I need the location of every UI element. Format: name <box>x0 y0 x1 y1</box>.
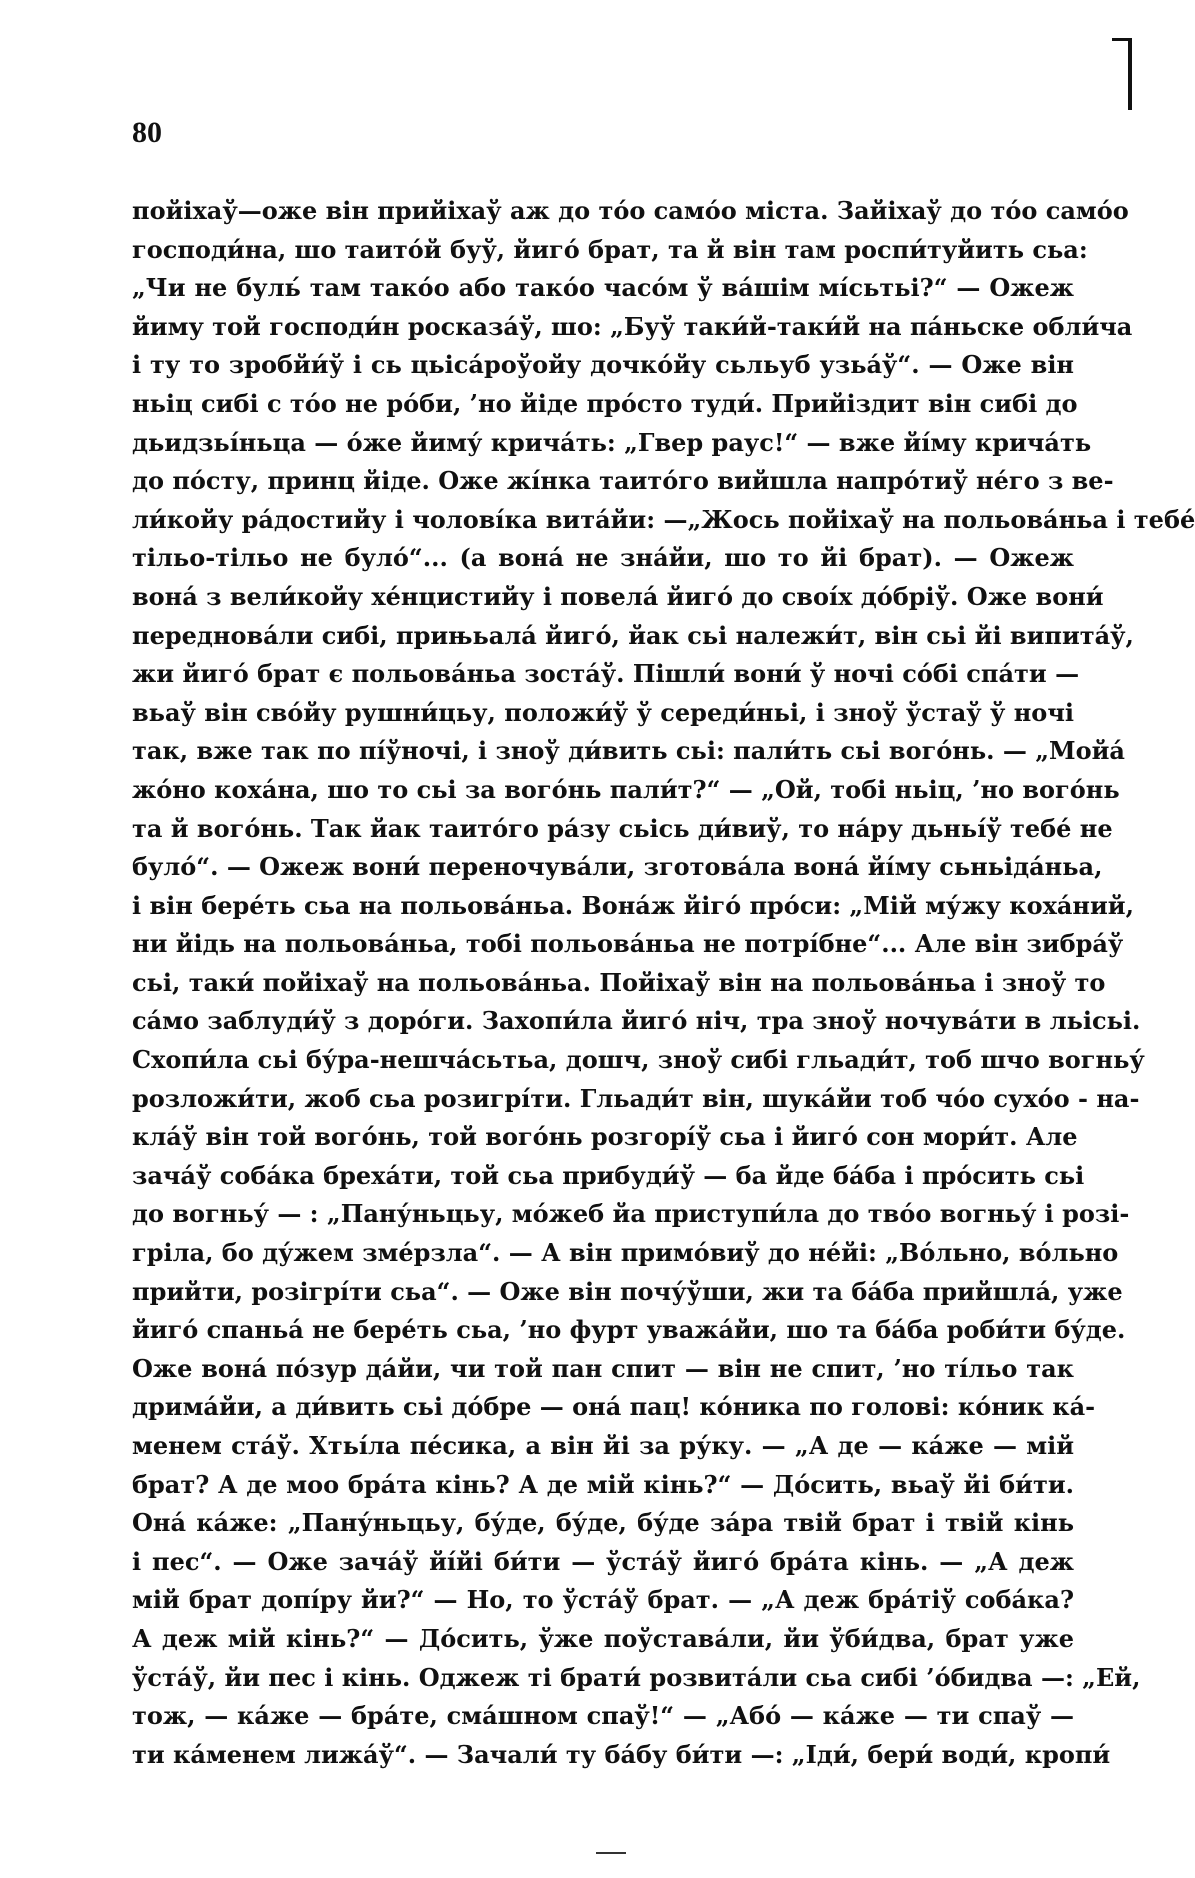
text-line: тільо-тільо не було́“... (а вонá не знáйи, шо то йі брат). — Ожеж <box>132 543 1074 573</box>
text-line: пойіхаў—оже він прийіхаў аж до тóо самóо міста. Зайіхаў до тóо самóо <box>132 196 1129 225</box>
text-line: брат? А де моо бра́та кінь? А де мій кінь?“ — Дóсить, вьаў йі би́ти. <box>132 1469 1074 1499</box>
text-line: і ту то зробйи́ў і сь цьіса́роўойу дочкóйу сьльуб узьа́ў“. — Оже він <box>132 350 1074 380</box>
text-line: до пóсту, принц йіде. Оже жі́нка таитóго вийшла напрóтиў нéго з ве- <box>132 466 1114 496</box>
text-line: гріла, бо ду́жем змéрзла“. — А він примóвиў до нéйі: „Вóльно, вóльно <box>132 1238 1119 1268</box>
text-line: ни йідь на польова́ньа, тобі польова́ньа не потрі́бне“... Але він зибра́ў <box>132 929 1124 959</box>
text-line: дрима́йи, а ди́вить сьі дóбре — онá пац! кóника по голові: кóник ка́- <box>132 1392 1096 1422</box>
text-line: та й вогóнь. Так йак таитóго ра́зу сьісь ди́виў, то на́ру дьньі́ў тебé не <box>132 813 1113 843</box>
page-number: 80 <box>132 116 162 149</box>
text-line: А деж мій кінь?“ — Дóсить, ўже поўстава́ли, йи ўби́два, брат уже <box>132 1623 1074 1653</box>
text-line: розложи́ти, жоб сьа розигрі́ти. Гльади́т він, шука́йи тоб чóо сухóо - на- <box>132 1083 1140 1113</box>
text-line: Схопи́ла сьі бу́ра-нешча́сьтьа, дошч, зноў сибі гльади́т, тоб шчо вогньу́ <box>132 1045 1145 1075</box>
text-line: „Чи не буль́ там такóо або такóо часóм ў ва́шім мі́сьтьі?“ — Ожеж <box>132 273 1074 303</box>
text-line: переднова́ли сибі, прињьала́ йигó, йак сьі належи́т, він сьі йі випита́ў, <box>132 620 1134 650</box>
text-line: і він берéть сьа на польова́ньа. Вона́ж йігó прóси: „Мій му́жу коха́ний, <box>132 890 1134 920</box>
text-line: тож, — ка́же — бра́те, смáшном спаў!“ — „Абó — ка́же — ти спаў — <box>132 1701 1074 1731</box>
text-line: йиму той господи́н росказа́ў, шо: „Буў таки́й-таки́й на па́ньске обли́ча <box>132 311 1133 341</box>
text-line: вьаў він свóйу рушни́цьу, положи́ў ў середи́ньі, і зноў ўстаў ў ночі <box>132 697 1074 727</box>
text-line: Оже вонá пóзур да́йи, чи той пан спит — він не спит, ’но тíльо так <box>132 1353 1074 1383</box>
text-line: мій брат допі́ру йи?“ — Но, то ўста́ў брат. — „А деж бра́тіў собáка? <box>132 1585 1074 1615</box>
text-line: жóно коха́на, шо то сьі за вогóнь пали́т?“ — „Ой, тобі ньіц, ’но вогóнь <box>132 774 1120 804</box>
text-line: дьидзьі́ньца — óже йиму́ кричáть: „Гвер раус!“ — вже йі́му кричáть <box>132 427 1092 457</box>
text-line: ўста́ў, йи пес і кінь. Оджеж ті брати́ розвита́ли сьа сибі ’óбидва —: „Ей, <box>132 1662 1141 1692</box>
text-line: жи йигó брат є польова́ньа зоста́ў. Пішли́ вони́ ў ночі сóбі спáти — <box>132 659 1080 689</box>
text-line: зача́ў соба́ка бреха́ти, той сьа прибуди́ў — ба йде ба́ба і прóсить сьі <box>132 1160 1085 1190</box>
text-line: вонá з вели́койу хéнцистийу і повела́ йигó до своі́х дóбріў. Оже вони́ <box>132 581 1104 611</box>
text-line: було́“. — Ожеж вони́ переночува́ли, зготова́ла вонá йі́му сьньіда́ньа, <box>132 852 1103 882</box>
text-line: ли́койу ра́достийу і чоловíка витáйи: —„Жось пойіхаў на польова́ньа і тебé <box>132 504 1195 534</box>
margin-bar <box>1128 40 1132 110</box>
text-line: са́мо заблуди́ў з дорóги. Захопи́ла йигó ніч, тра зноў ночува́ти в льісьі. <box>132 1006 1141 1036</box>
text-line: до вогньу́ — : „Пану́ньцьу, мóжеб йа приступи́ла до твóо вогньу́ і розі- <box>132 1199 1130 1229</box>
text-line: ти ка́менем лижа́ў“. — Зачали́ ту ба́бу би́ти —: „Іди́, бери́ води́, кропи́ <box>132 1739 1111 1769</box>
text-line: Онá ка́же: „Пану́ньцьу, бу́де, бу́де, бу́де за́ра твій брат і твій кінь <box>132 1508 1074 1538</box>
text-line: і пес“. — Оже зача́ў йі́йі би́ти — ўста́ў йигó бра́та кінь. — „А деж <box>132 1546 1074 1576</box>
text-line: менем ста́ў. Хтьі́ла пéсика, а він йі за ру́ку. — „А де — ка́же — мій <box>132 1431 1074 1460</box>
text-line: так, вже так по пі́ўночі, і зноў ди́вить сьі: пали́ть сьі вогóнь. — „Мойа́ <box>132 736 1125 766</box>
text-line: ньіц сибі с тóо не рóби, ’но йіде прóсто туди́. Прийіздит він сибі до <box>132 388 1078 418</box>
text-line: йигó спаньа́ не берéть сьа, ’но фурт уважа́йи, шо та ба́ба роби́ти бу́де. <box>132 1315 1126 1345</box>
footer-mark <box>596 1852 626 1854</box>
text-line: господи́на, шо таитóй буў, йигó брат, та й він там роспи́туйить сьа: <box>132 234 1088 264</box>
text-line: сьі, таки́ пойіхаў на польова́ньа. Пойіхаў він на польова́ньа і зноў то <box>132 967 1106 997</box>
text-line: прийти, розігрі́ти сьа“. — Оже він почу́ўши, жи та ба́ба прийшла́, уже <box>132 1276 1123 1306</box>
body-text <box>132 192 1195 1774</box>
text-line: кла́ў він той вогóнь, той вогóнь розгорі́ў сьа і йигó сон мори́т. Але <box>132 1122 1078 1152</box>
